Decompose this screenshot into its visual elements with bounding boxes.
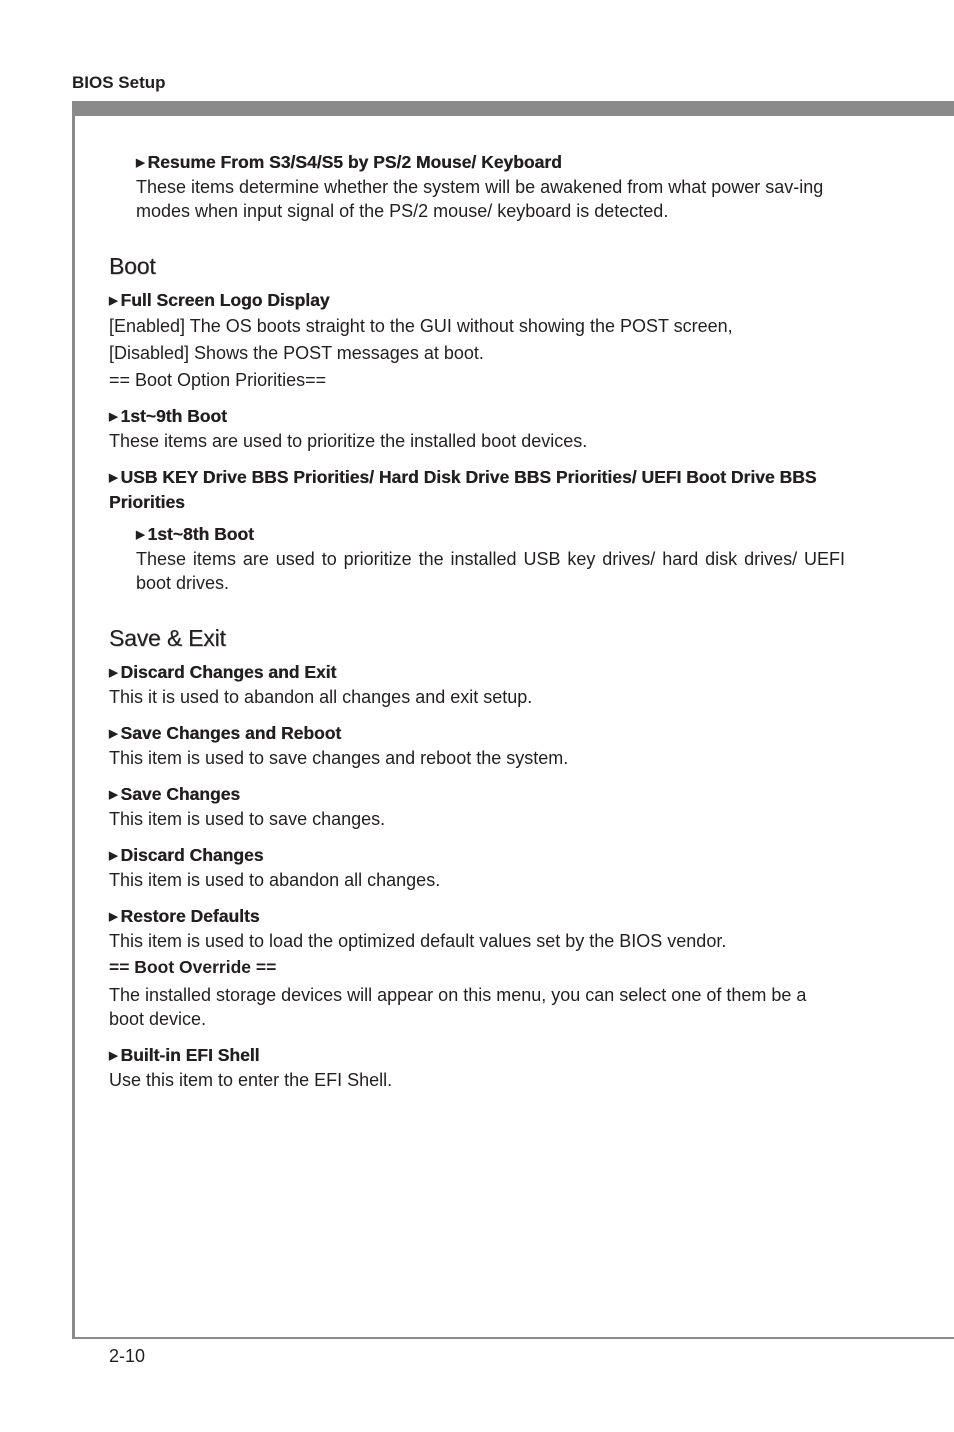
triangle-right-icon: ▶	[109, 472, 118, 484]
top-bar	[72, 101, 954, 116]
triangle-right-icon: ▶	[109, 728, 118, 740]
boot-override-label: == Boot Override ==	[109, 957, 277, 977]
item-title: ▶ Save Changes and Reboot	[109, 723, 342, 743]
item-title: ▶ Full Screen Logo Display	[109, 290, 330, 310]
item-resume-from-s3	[136, 150, 845, 223]
triangle-right-icon: ▶	[109, 911, 118, 923]
item-description: The installed storage devices will appear on this menu, you can select one of them be a boot device.	[109, 985, 807, 1029]
triangle-right-icon: ▶	[136, 157, 145, 169]
item-title: ▶ Save Changes	[109, 784, 241, 804]
item-title: ▶ Discard Changes	[109, 845, 264, 865]
item-built-in-efi-shell	[109, 1043, 845, 1092]
item-restore-defaults	[109, 904, 845, 953]
triangle-right-icon: ▶	[136, 529, 145, 541]
left-rule	[72, 101, 75, 1339]
item-title: ▶ 1st~9th Boot	[109, 406, 227, 426]
item-description: This it is used to abandon all changes and exit setup.	[109, 687, 533, 707]
section-heading-save-exit: Save & Exit	[109, 625, 226, 651]
item-title: ▶ USB KEY Drive BBS Priorities/ Hard Disk Drive BBS Priorities/ UEFI Boot Drive BBS Priorities	[109, 467, 817, 512]
item-description: This item is used to abandon all changes.	[109, 870, 441, 890]
option-disabled-desc: [Disabled] Shows the POST messages at boot.	[109, 343, 484, 363]
item-title: ▶ Restore Defaults	[109, 906, 260, 926]
item-discard-changes	[109, 843, 845, 892]
item-discard-changes-and-exit	[109, 660, 845, 709]
item-boot-override	[109, 955, 845, 1031]
item-description: These items determine whether the system will be awakened from what power sav-ing modes when input signal of the PS/2 mouse/ keyboard is detected.	[136, 177, 824, 221]
item-description: Use this item to enter the EFI Shell.	[109, 1070, 393, 1090]
item-title: ▶ Discard Changes and Exit	[109, 662, 337, 682]
boot-option-priorities-label: == Boot Option Priorities==	[109, 370, 327, 390]
section-heading-boot: Boot	[109, 253, 156, 279]
bottom-rule	[72, 1337, 954, 1339]
item-description: These items are used to prioritize the installed boot devices.	[109, 431, 588, 451]
item-1st-8th-boot	[136, 522, 845, 595]
item-description: This item is used to load the optimized default values set by the BIOS vendor.	[109, 931, 727, 951]
item-1st-9th-boot	[109, 404, 845, 453]
page-number: 2-10	[109, 1346, 146, 1366]
item-title: ▶ Resume From S3/S4/S5 by PS/2 Mouse/ Keyboard	[136, 152, 562, 172]
item-bbs-priorities	[109, 465, 845, 514]
item-full-screen-logo	[109, 288, 845, 394]
triangle-right-icon: ▶	[109, 295, 118, 307]
triangle-right-icon: ▶	[109, 667, 118, 679]
item-description: This item is used to save changes.	[109, 809, 386, 829]
page-content	[109, 150, 845, 1104]
triangle-right-icon: ▶	[109, 411, 118, 423]
item-description: This item is used to save changes and reboot the system.	[109, 748, 569, 768]
item-save-changes-and-reboot	[109, 721, 845, 770]
running-head: BIOS Setup	[72, 73, 166, 92]
item-description: These items are used to prioritize the installed USB key drives/ hard disk drives/ UEFI boot drives.	[136, 549, 845, 593]
item-title: ▶ 1st~8th Boot	[136, 524, 254, 544]
triangle-right-icon: ▶	[109, 1050, 118, 1062]
item-save-changes	[109, 782, 845, 831]
item-title: ▶ Built-in EFI Shell	[109, 1045, 260, 1065]
triangle-right-icon: ▶	[109, 789, 118, 801]
triangle-right-icon: ▶	[109, 850, 118, 862]
option-enabled-desc: [Enabled] The OS boots straight to the GUI without showing the POST screen,	[109, 316, 733, 336]
